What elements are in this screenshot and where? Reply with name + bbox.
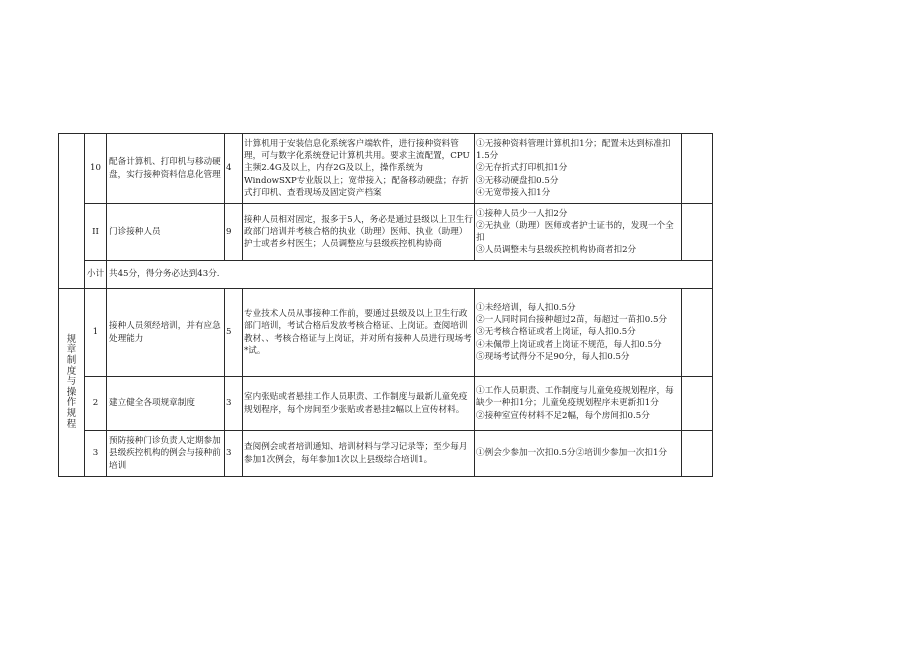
item-deductions [475,204,682,261]
score-blank-cell [682,289,713,377]
item-standard: 室内张贴或者悬挂工作人员职责、工作制度与最新儿童免疫规划程序，每个房间至少张贴或者悬挂2幅以上宣传材料。 [243,377,475,431]
item-standard: 查阅例会或者培训通知、培训材料与学习记录等；至少每月参加1次例会，每年参加1次以上县级综合培训1。 [243,431,475,477]
item-name: 预防接种门诊负责人定期参加县级疾控机构的例会与接种前培训 [107,431,225,477]
item-score: 9 [225,204,243,261]
subtotal-label: 小计 [85,261,107,289]
table-row [59,377,713,431]
deduction-line: ②一人同时同台接种超过2苗，每超过一苗扣0.5分 [476,315,668,326]
deduction-line: ①无接种资料管理计算机扣1分；配置未达到标准扣1.5分 [476,138,671,162]
item-name: 配备计算机、打印机与移动硬盘，实行接种资料信息化管理 [107,134,225,204]
deduction-line: ①未经培训，每人扣0.5分 [476,302,576,313]
deduction-line: ④未佩带上岗证或者上岗证不规范，每人扣0.5分 [476,339,662,350]
deduction-line: ①工作人员职责、工作制度与儿童免疫规划程序，每缺少一种扣1分；儿童免疫规划程序未更新扣1分 [476,386,674,409]
score-blank-cell [682,204,713,261]
deduction-line: ③无移动硬盘扣0.5分 [476,175,559,186]
category-label: 规章制度与操作规程 [59,289,85,477]
deduction-line: ①例会少参加一次扣0.5分②培训少参加一次扣1分 [476,448,668,459]
deduction-line: ④无宽带接入扣1分 [476,187,551,198]
item-score: 3 [225,377,243,431]
item-name: 门诊接种人员 [107,204,225,261]
row-number: II [85,204,107,261]
deduction-line: ⑤现场考试得分不足90分，每人扣0.5分 [476,351,630,362]
item-deductions [475,289,682,377]
row-number: 10 [85,134,107,204]
subtotal-text: 共45分，得分务必达到43分. [107,261,713,289]
deduction-line: ③无考核合格证或者上岗证，每人扣0.5分 [476,327,636,338]
item-name: 建立健全各项规章制度 [107,377,225,431]
item-score: 4 [225,134,243,204]
item-standard: 专业技术人员从事接种工作前，要通过县级及以上卫生行政部门培训，考试合格后发放考核合格证、上岗证。查阅培训教材、、考核合格证与上岗证，并对所有接种人员进行现场考*试。 [243,289,475,377]
item-deductions [475,377,682,431]
deduction-line: ①接种人员少一人扣2分 [476,208,568,219]
deduction-line: ②无存折式打印机扣1分 [476,163,568,174]
category-cell-equipment [59,134,85,289]
item-deductions [475,134,682,204]
item-score: 3 [225,431,243,477]
deduction-line: ②无执业（助理）医师或者护士证书的，发现一个全扣 [476,220,674,243]
item-deductions [475,431,682,477]
table-row [59,204,713,261]
score-blank-cell [682,377,713,431]
deduction-line: ③人员调整未与县级疾控机构协商者扣2分 [476,245,637,256]
row-number: 3 [85,431,107,477]
assessment-table [58,133,713,477]
item-name: 接种人员须经培训，并有应急处理能力 [107,289,225,377]
subtotal-row [59,261,713,289]
row-number: 2 [85,377,107,431]
item-score: 5 [225,289,243,377]
table-row [59,289,713,377]
row-number: 1 [85,289,107,377]
table-row [59,134,713,204]
score-blank-cell [682,431,713,477]
table-row [59,431,713,477]
item-standard: 计算机用于安装信息化系统客户端软件，进行接种资料管理，可与数字化系统登记计算机共用。要求主流配置，CPU主频2.4G及以上，内存2G及以上，操作系统为WindowSXP专业版以上；宽带接入；配备移动硬盘；存折式打印机、查看现场及固定资产档案 [243,134,475,204]
item-standard: 接种人员相对固定，报多于5人，务必是通过县级以上卫生行政部门培训并考核合格的执业（助理）医师、执业（助理）护士或者乡村医生；人员调整应与县级疾控机构协商 [243,204,475,261]
deduction-line: ②接种室宣传材料不足2幅，每个房间扣0.5分 [476,410,650,421]
score-blank-cell [682,134,713,204]
